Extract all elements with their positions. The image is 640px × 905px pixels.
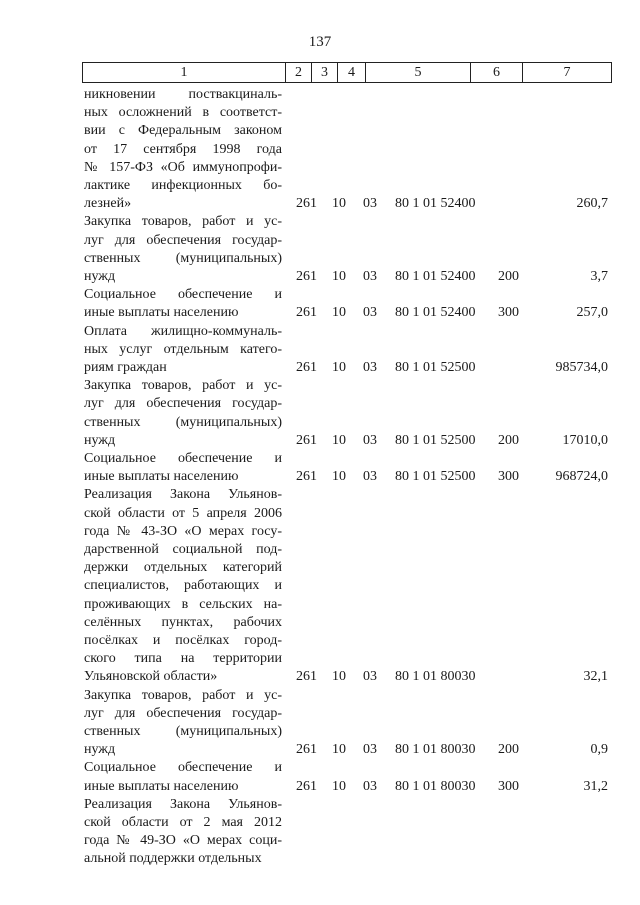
cell-c3: 10 — [332, 669, 346, 685]
description-line: ных осложнений в соответст- — [84, 105, 282, 121]
cell-c7: 0,9 — [590, 742, 608, 758]
description-line: Закупка товаров, работ и ус- — [84, 378, 282, 394]
cell-c3: 10 — [332, 469, 346, 485]
row-description — [84, 486, 282, 686]
cell-c2: 261 — [296, 469, 317, 485]
description-line: ского типа на территории — [84, 651, 282, 667]
cell-c4: 03 — [363, 305, 377, 321]
description-line: риям граждан — [84, 360, 167, 375]
cell-c6: 200 — [498, 268, 519, 284]
cell-c6: 300 — [498, 778, 519, 794]
cell-c5: 80 1 01 52500 — [395, 359, 476, 375]
description-line: нужд — [84, 269, 116, 284]
cell-c2: 261 — [296, 432, 317, 448]
description-line: лактике инфекционных бо- — [84, 178, 282, 194]
description-line: никновении поствакциналь- — [84, 87, 282, 102]
description-line: ской области от 2 мая 2012 — [84, 815, 282, 830]
description-line: Ульяновской области» — [84, 669, 218, 685]
cell-c2: 261 — [296, 196, 317, 212]
cell-c6: 300 — [498, 305, 519, 321]
description-line: Закупка товаров, работ и ус- — [84, 214, 282, 230]
row-description — [84, 796, 282, 869]
row-description — [84, 286, 282, 322]
description-line: иные выплаты населению — [84, 778, 239, 794]
row-description — [84, 86, 282, 213]
cell-c3: 10 — [332, 196, 346, 212]
cell-c2: 261 — [296, 359, 317, 375]
cell-c2: 261 — [296, 778, 317, 794]
header-col-4: 4 — [338, 63, 366, 82]
description-line: лезней» — [84, 196, 132, 212]
description-line: Социальное обеспечение и — [84, 287, 282, 303]
description-line: Социальное обеспечение и — [84, 760, 282, 776]
description-line: № 157-ФЗ «Об иммунопрофи- — [84, 159, 282, 175]
cell-c2: 261 — [296, 742, 317, 758]
description-line: ственных (муниципальных) — [84, 724, 282, 739]
description-line: года № 43-ЗО «О мерах госу- — [84, 523, 282, 539]
description-line: Оплата жилищно-коммуналь- — [84, 323, 282, 339]
cell-c3: 10 — [332, 268, 346, 284]
description-line: альной поддержки отдельных — [84, 851, 262, 867]
row-description — [84, 213, 282, 286]
cell-c7: 985734,0 — [555, 359, 608, 375]
cell-c4: 03 — [363, 778, 377, 794]
description-line: дарственной социальной под- — [84, 542, 282, 557]
cell-c6: 200 — [498, 742, 519, 758]
cell-c5: 80 1 01 52400 — [395, 268, 476, 284]
description-line: луг для обеспечения государ- — [84, 396, 282, 412]
description-line: нужд — [84, 432, 116, 448]
description-line: ской области от 5 апреля 2006 — [84, 505, 282, 521]
description-line: Закупка товаров, работ и ус- — [84, 687, 282, 703]
description-line: селённых пунктах, рабочих — [84, 614, 282, 630]
cell-c4: 03 — [363, 742, 377, 758]
cell-c4: 03 — [363, 359, 377, 375]
row-description — [84, 687, 282, 760]
description-line: иные выплаты населению — [84, 305, 239, 321]
cell-c5: 80 1 01 80030 — [395, 778, 476, 794]
cell-c3: 10 — [332, 359, 346, 375]
cell-c3: 10 — [332, 778, 346, 794]
description-line: Реализация Закона Ульянов- — [84, 796, 282, 812]
header-col-7: 7 — [563, 65, 571, 80]
description-line: держки отдельных категорий — [84, 560, 282, 576]
cell-c4: 03 — [363, 432, 377, 448]
cell-c2: 261 — [296, 669, 317, 685]
description-line: ственных (муниципальных) — [84, 414, 282, 430]
page-number: 137 — [308, 34, 332, 50]
header-col-3: 3 — [312, 63, 338, 82]
description-line: луг для обеспечения государ- — [84, 232, 282, 248]
cell-c4: 03 — [363, 469, 377, 485]
cell-c4: 03 — [363, 669, 377, 685]
description-line: вии с Федеральным законом — [84, 123, 282, 139]
header-col-5: 5 — [366, 63, 471, 82]
cell-c7: 31,2 — [583, 778, 608, 794]
description-line: от 17 сентября 1998 года — [84, 141, 282, 157]
cell-c7: 968724,0 — [555, 469, 608, 485]
cell-c3: 10 — [332, 742, 346, 758]
header-col-1: 1 — [83, 63, 286, 82]
cell-c5: 80 1 01 52500 — [395, 432, 476, 448]
cell-c7: 32,1 — [583, 669, 608, 685]
cell-c5: 80 1 01 80030 — [395, 669, 476, 685]
cell-c5: 80 1 01 52500 — [395, 469, 476, 485]
cell-c3: 10 — [332, 432, 346, 448]
cell-c2: 261 — [296, 305, 317, 321]
cell-c7: 257,0 — [576, 305, 608, 321]
cell-c4: 03 — [363, 196, 377, 212]
row-description — [84, 323, 282, 378]
table-header — [82, 62, 612, 83]
cell-c7: 3,7 — [590, 268, 608, 284]
cell-c7: 260,7 — [576, 196, 608, 212]
description-line: года № 49-ЗО «О мерах соци- — [84, 833, 282, 849]
header-col-6: 6 — [471, 63, 523, 82]
description-line: специалистов, работающих и — [84, 578, 282, 594]
header-col-2: 2 — [286, 63, 312, 82]
cell-c7: 17010,0 — [562, 432, 608, 448]
cell-c5: 80 1 01 80030 — [395, 742, 476, 758]
cell-c5: 80 1 01 52400 — [395, 196, 476, 212]
description-line: Социальное обеспечение и — [84, 451, 282, 466]
description-line: нужд — [84, 742, 116, 758]
description-line: иные выплаты населению — [84, 469, 239, 485]
cell-c6: 200 — [498, 432, 519, 448]
description-line: Реализация Закона Ульянов- — [84, 487, 282, 503]
description-line: луг для обеспечения государ- — [84, 705, 282, 721]
cell-c2: 261 — [296, 268, 317, 284]
cell-c3: 10 — [332, 305, 346, 321]
description-line: посёлках и посёлках город- — [84, 633, 282, 649]
description-line: проживающих в сельских на- — [84, 596, 282, 612]
row-description — [84, 377, 282, 450]
description-line: ственных (муниципальных) — [84, 250, 282, 266]
row-description — [84, 759, 282, 795]
cell-c5: 80 1 01 52400 — [395, 305, 476, 321]
description-line: ных услуг отдельным катего- — [84, 341, 282, 357]
cell-c4: 03 — [363, 268, 377, 284]
row-description — [84, 450, 282, 486]
cell-c6: 300 — [498, 469, 519, 485]
